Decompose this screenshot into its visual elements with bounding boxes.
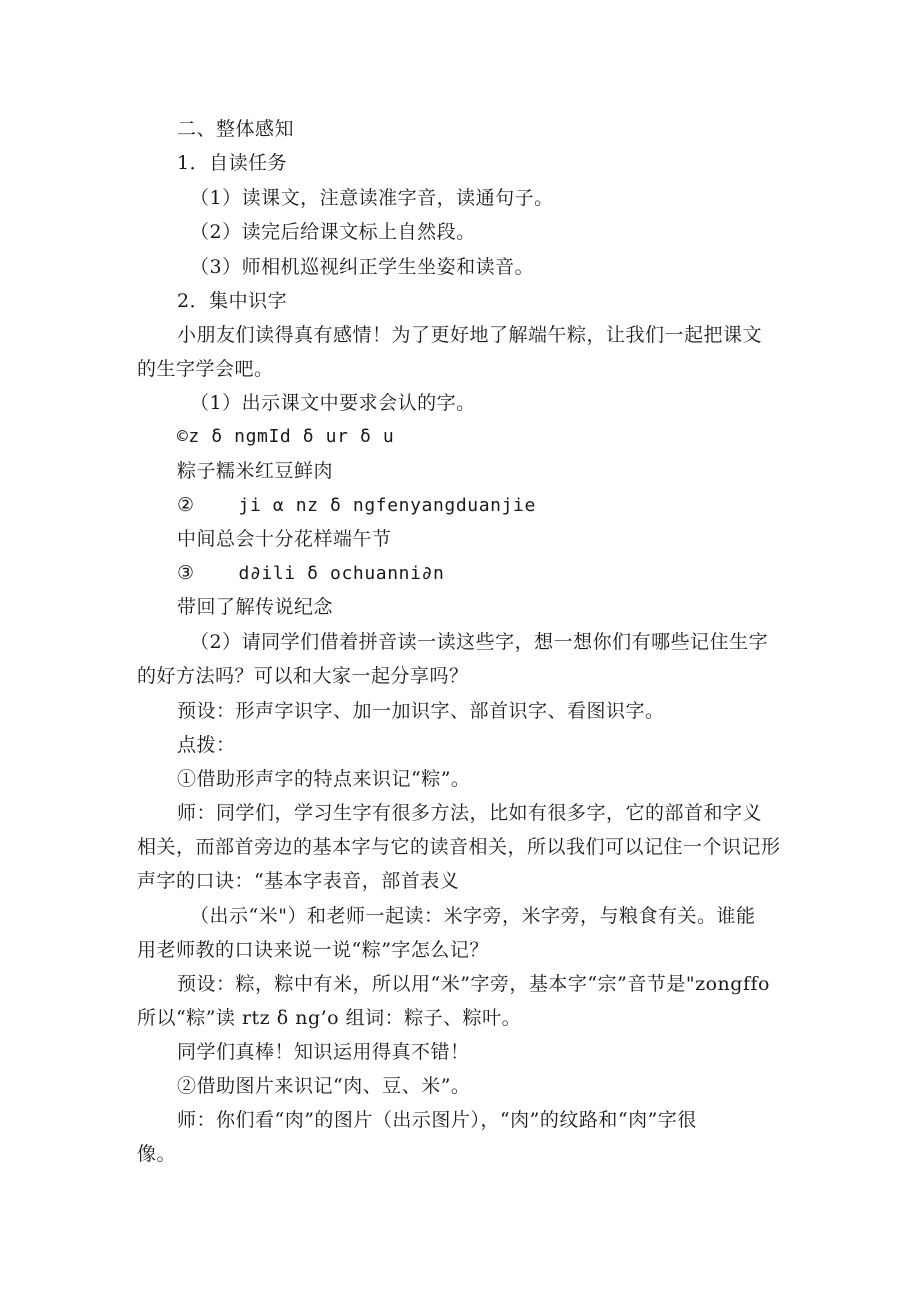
paragraph-line: 声字的口诀：“基本字表音，部首表义 [137,870,460,892]
subsection-heading: 1．自读任务 [177,152,288,174]
circled-number: ② [177,494,195,516]
pinyin-row [177,561,444,586]
paragraph-line: 小朋友们读得真有感情！为了更好地了解端午粽，让我们一起把课文 [177,324,763,346]
pinyin-text: ji α nz δ ngfenyangduanjie [238,495,536,516]
paragraph-line: 的生字学会吧。 [137,358,274,380]
character-line: 中间总会十分花样端午节 [177,528,392,550]
paragraph-line: 点拨： [177,734,236,756]
circled-number: ③ [177,562,195,584]
paragraph-line: （出示“米"）和老师一起读：米字旁，米字旁，与粮食有关。谁能 [190,905,756,927]
paragraph-line: （2）请同学们借着拼音读一读这些字，想一想你们有哪些记住生字 [190,631,769,653]
pinyin-line: ©z δ ngmId δ ur δ u [177,426,395,447]
paragraph-line: 相关，而部首旁边的基本字与它的读音相关，所以我们可以记住一个识记形 [137,836,781,858]
character-line: 带回了解传说纪念 [177,596,334,618]
character-line: 粽子糯米红豆鲜肉 [177,460,334,482]
paragraph-line: 预设：粽，粽中有米，所以用“米”字旁，基本字“宗”音节是"zongffo [177,973,770,995]
pinyin-row [177,493,536,518]
paragraph-line: 的好方法吗？可以和大家一起分享吗？ [137,665,469,687]
paragraph-line: （3）师相机巡视纠正学生坐姿和读音。 [190,256,535,278]
paragraph-line: （2）读完后给课文标上自然段。 [190,221,476,243]
paragraph-line: ①借助形声字的特点来识记“粽”。 [177,768,471,790]
paragraph-line: 用老师教的口诀来说一说“粽”字怎么记？ [137,939,489,961]
paragraph-line: 所以“粽”读 rtz δ ng’o 组词：粽子、粽叶。 [137,1007,522,1029]
paragraph-line: 同学们真棒！知识运用得真不错！ [177,1041,470,1063]
paragraph-line: 师：同学们，学习生字有很多方法，比如有很多字，它的部首和字义 [177,802,763,824]
paragraph-line: 预设：形声字识字、加一加识字、部首识字、看图识字。 [177,700,665,722]
paragraph-line: ②借助图片来识记“肉、豆、米”。 [177,1075,471,1097]
pinyin-text: d∂ili δ ochuanni∂n [238,563,445,584]
paragraph-line: 像。 [137,1143,177,1165]
subsection-heading: 2．集中识字 [177,290,288,312]
paragraph-line: （1）读课文，注意读准字音，读通句子。 [190,187,554,209]
paragraph-line: 师：你们看“肉”的图片（出示图片），“肉”的纹路和“肉”字很 [177,1109,697,1131]
section-heading: 二、整体感知 [177,118,295,140]
paragraph-line: （1）出示课文中要求会认的字。 [190,392,476,414]
